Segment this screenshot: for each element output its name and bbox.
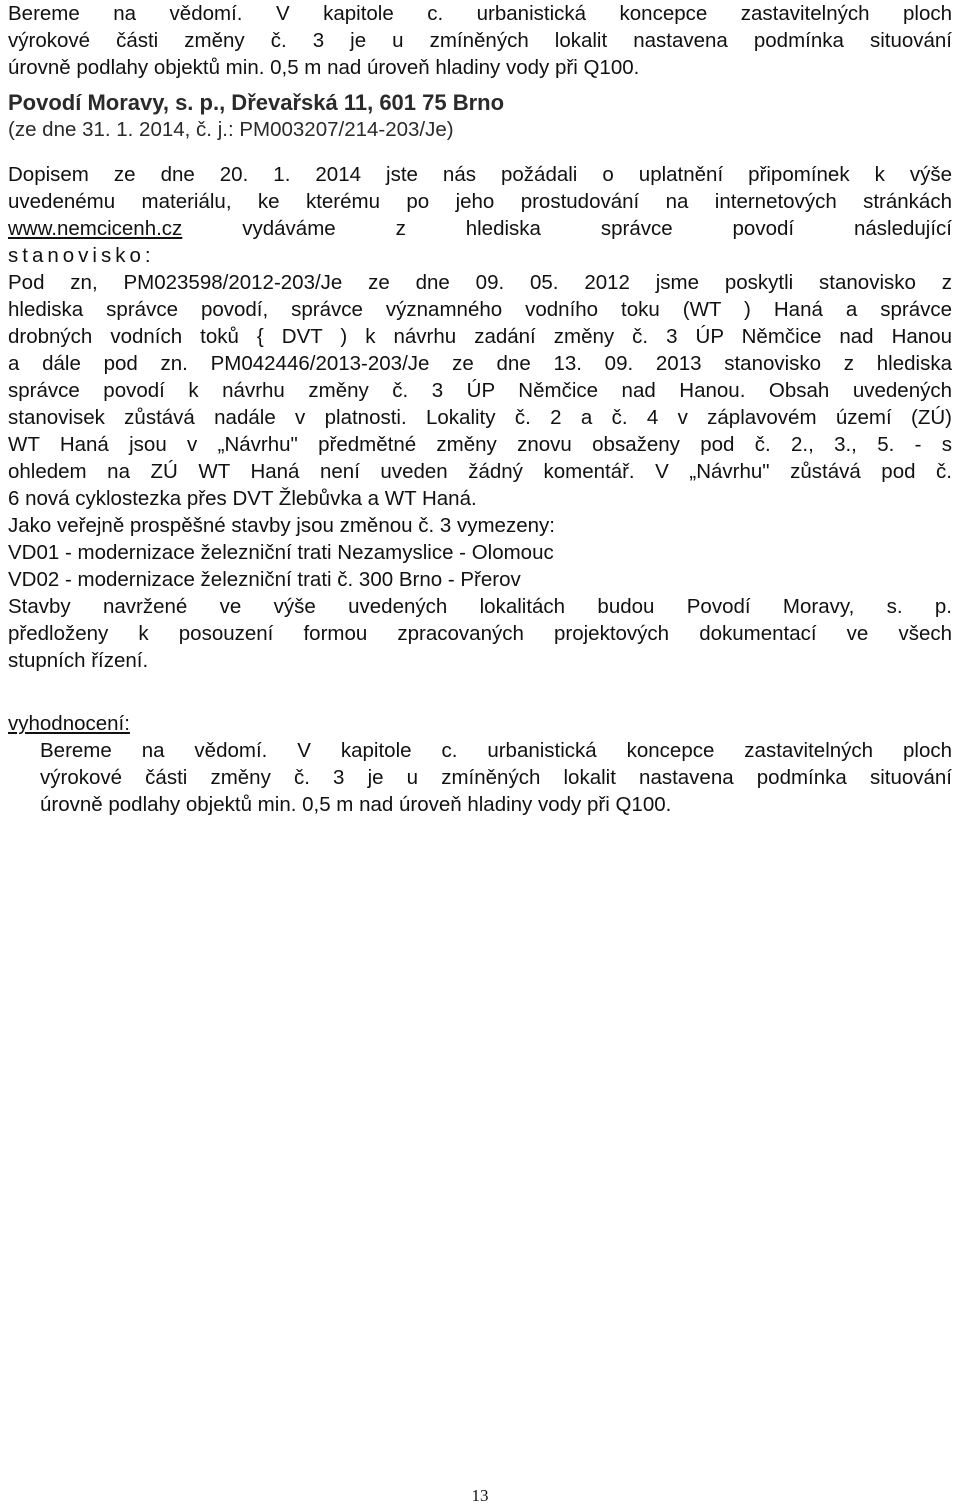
text-line: úrovně podlahy objektů min. 0,5 m nad úroveň hladiny vody při Q100.	[40, 793, 672, 816]
text-line: správce povodí k návrhu změny č. 3 ÚP Němčice nad Hanou. Obsah uvedených	[8, 379, 952, 402]
website-link[interactable]: www.nemcicenh.cz	[8, 217, 183, 240]
text-line: hlediska správce povodí, správce významného vodního toku (WT ) Haná a správce	[8, 298, 952, 321]
text-line: ohledem na ZÚ WT Haná není uveden žádný komentář. V „Návrhu" zůstává pod č.	[8, 460, 952, 483]
text-line: výrokové části změny č. 3 je u zmíněných lokalit nastavena podmínka situování	[8, 29, 952, 52]
link-tail-text: vydáváme z hlediska správce povodí následující	[242, 217, 952, 240]
text-line: výrokové části změny č. 3 je u zmíněných lokalit nastavena podmínka situování	[40, 766, 952, 789]
spacer	[8, 674, 952, 710]
text-line: uvedenému materiálu, ke kterému po jeho prostudování na internetových stránkách	[8, 190, 952, 213]
text-line: WT Haná jsou v „Návrhu" předmětné změny znovu obsaženy pod č. 2., 3., 5. - s	[8, 433, 952, 456]
text-line: Jako veřejně prospěšné stavby jsou změnou č. 3 vymezeny:	[8, 514, 555, 537]
evaluation-section	[8, 710, 952, 818]
organization-name: Povodí Moravy, s. p., Dřevařská 11, 601 75 Brno	[8, 90, 505, 115]
text-line: úrovně podlahy objektů min. 0,5 m nad úroveň hladiny vody při Q100.	[8, 56, 640, 79]
letter-body	[8, 161, 952, 674]
evaluation-label: vyhodnocení:	[8, 712, 130, 735]
text-line: Pod zn, PM023598/2012-203/Je ze dne 09. 05. 2012 jsme poskytli stanovisko z	[8, 271, 952, 294]
reference-line: (ze dne 31. 1. 2014, č. j.: PM003207/214-203/Je)	[8, 118, 454, 141]
stanovisko-label: stanovisko:	[8, 244, 155, 267]
text-line: VD02 - modernizace železniční trati č. 300 Brno - Přerov	[8, 568, 521, 591]
text-line: drobných vodních toků { DVT ) k návrhu zadání změny č. 3 ÚP Němčice nad Hanou	[8, 325, 952, 348]
text-line: Stavby navržené ve výše uvedených lokalitách budou Povodí Moravy, s. p.	[8, 595, 952, 618]
text-line: 6 nová cyklostezka přes DVT Žlebůvka a WT Haná.	[8, 487, 477, 510]
text-line: VD01 - modernizace železniční trati Nezamyslice - Olomouc	[8, 541, 554, 564]
text-line: stanovisek zůstává nadále v platnosti. Lokality č. 2 a č. 4 v záplavovém území (ZÚ)	[8, 406, 952, 429]
text-line: Bereme na vědomí. V kapitole c. urbanistická koncepce zastavitelných ploch	[8, 2, 952, 25]
text-line: Bereme na vědomí. V kapitole c. urbanistická koncepce zastavitelných ploch	[40, 739, 952, 762]
document-page	[8, 0, 952, 818]
text-line: stupních řízení.	[8, 649, 149, 672]
organization-header	[8, 89, 952, 143]
text-line: a dále pod zn. PM042446/2013-203/Je ze dne 13. 09. 2013 stanovisko z hlediska	[8, 352, 952, 375]
page-number: 13	[471, 1486, 489, 1505]
spacer	[8, 143, 952, 161]
text-line: předloženy k posouzení formou zpracovaných projektových dokumentací ve všech	[8, 622, 952, 645]
text-line: Dopisem ze dne 20. 1. 2014 jste nás požádali o uplatnění připomínek k výše	[8, 163, 952, 186]
top-paragraph	[8, 0, 952, 81]
text-line	[8, 215, 952, 242]
evaluation-text	[40, 737, 952, 818]
